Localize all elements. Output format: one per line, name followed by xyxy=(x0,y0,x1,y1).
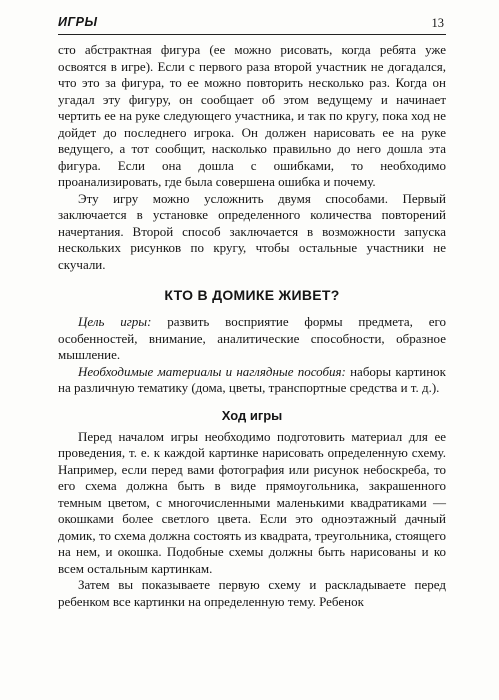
materials-paragraph xyxy=(58,364,446,397)
paragraph: Затем вы показываете первую схему и раскладываете перед ребенком все картинки на определенную тему. Ребенок xyxy=(58,577,446,609)
paragraph: Перед началом игры необходимо подготовить материал для ее проведения, т. е. к каждой картинке нарисовать определенную схему. Например, если перед вами фотография или рисунок небоскреба, то его схема должна быть в виде прямоугольника, закрашенного темным цветом, с многочисленными маленькими квадратиками — окошками более светлого цвета. Если это одноэтажный дачный домик, то схема должна состоять из квадрата, треугольника, стоящего на нем, и окошка. Подобные схемы должны быть нарисованы и ко всем остальным картинкам. xyxy=(58,428,446,576)
section-title: КТО В ДОМИКЕ ЖИВЕТ? xyxy=(164,287,340,303)
materials-text: наборы картинок на различную тематику (дома, цветы, транспортные средства и т. д.). xyxy=(58,363,446,395)
subsection-title: Ход игры xyxy=(221,407,283,423)
goal-label: Цель игры: xyxy=(78,314,152,329)
page-number: 13 xyxy=(431,16,444,30)
paragraph: Эту игру можно усложнить двумя способами. Первый заключается в установке определенного количества повторений начертания. Второй способ заключается в возможности запуска нескольких рисунков по кругу, чтобы остальные участники не скучали. xyxy=(58,190,446,272)
paragraph-continued: сто абстрактная фигура (ее можно рисовать, когда ребята уже освоятся в игре). Если с первого раза второй участник не догадался, что это за фигура, то ее можно повторить несколько раз. Когда он угадал эту фигуру, он сообщает об этом ведущему и начинает чертить ее на руке следующего участника, и так по кругу, пока ход не дойдет до последнего игрока. Он должен нарисовать ее на руке ведущего, а тот сообщит, насколько правильно до него дошла эта фигура. Если она дошла с ошибками, то необходимо проанализировать, где была совершена ошибка и почему. xyxy=(58,42,446,189)
page-body xyxy=(58,42,446,610)
running-head xyxy=(58,14,446,35)
goal-paragraph xyxy=(58,314,446,364)
running-head-title: ИГРЫ xyxy=(58,15,98,29)
goal-text: развить восприятие формы предмета, его особенностей, внимание, аналитические способности, образное мышление. xyxy=(58,314,446,362)
materials-label: Необходимые материалы и наглядные пособия: xyxy=(78,363,346,379)
